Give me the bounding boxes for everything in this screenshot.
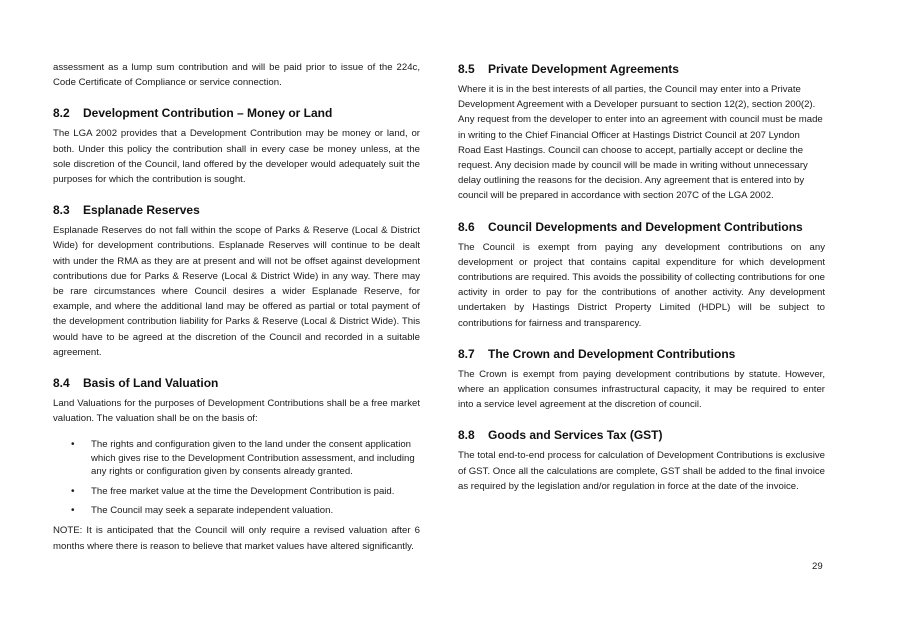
right-column — [458, 60, 825, 494]
section-title: Esplanade Reserves — [83, 203, 200, 218]
section-8-3-body: Esplanade Reserves do not fall within the scope of Parks & Reserve (Local & District Wide) for development contributions. Esplanade Reserves will continue to be dealt with under the RMA as they are at present and will not be offset against development contributions due for Parks & Reserve (Local & District Wide) in any way. There may be rare circumstances where Council desires a wider Esplanade Reserve, for example, and where the additional land may be offered as partial or total payment of the development contribution liability for Parks & Reserve (Local & District Wide). This would have to be agreed at the discretion of the Council and recorded in a suitable agreement. — [53, 225, 420, 358]
section-number: 8.4 — [53, 376, 70, 391]
section-number: 8.8 — [458, 428, 475, 443]
list-item-text: The free market value at the time the Development Contribution is paid. — [91, 485, 395, 497]
section-8-7-heading — [458, 346, 825, 362]
left-column — [53, 60, 420, 554]
section-number: 8.5 — [458, 62, 475, 76]
section-8-2-heading — [53, 105, 420, 121]
section-8-7-body: The Crown is exempt from paying development contributions by statute. However, where an application consumes infrastructural capacity, it may be required to enter into a service level agreement at the discretion of council. — [458, 368, 825, 411]
section-number: 8.2 — [53, 106, 70, 121]
section-8-4-body: Land Valuations for the purposes of Development Contributions shall be a free market valuation. The valuation shall be on the basis of: — [53, 398, 420, 425]
section-title: Development Contribution – Money or Land — [83, 106, 333, 121]
list-item-text: The rights and configuration given to the land under the consent application which gives rise to the Development Contribution assessment, and including any rights or configuration given by consents already granted. — [91, 439, 415, 478]
bullet-icon: • — [71, 505, 75, 517]
list-item-text: The Council may seek a separate independent valuation. — [91, 505, 334, 517]
bullet-icon: • — [71, 439, 75, 451]
section-8-6-body: The Council is exempt from paying any development contributions on any development or project that contains capital expenditure for which development contributions are required. This avoids the possibility of collecting contributions for one activity in order to pay for the contributions of another activity. Any development undertaken by Hastings District Property Limited (HDPL) will be subject to contributions for fairness and transparency. — [458, 241, 825, 329]
section-8-8-body: The total end-to-end process for calculation of Development Contributions is exclusive of GST. Once all the calculations are complete, GST shall be added to the final invoice as required by the legislation and/or regulation in force at the date of the invoice. — [458, 450, 825, 492]
section-title: Private Development Agreements — [488, 62, 679, 76]
section-number: 8.7 — [458, 346, 475, 361]
intro-paragraph: assessment as a lump sum contribution and will be paid prior to issue of the 224c, Code Certificate of Compliance or service connection. — [53, 62, 420, 89]
list-item — [53, 485, 420, 498]
section-title: The Crown and Development Contributions — [488, 346, 736, 361]
valuation-note: NOTE: It is anticipated that the Council will only require a revised valuation after 6 months where there is reason to believe that market values have altered significantly. — [53, 525, 420, 552]
list-item — [53, 438, 420, 478]
section-8-8-heading — [458, 427, 825, 443]
section-8-6-heading — [458, 219, 825, 235]
section-title: Basis of Land Valuation — [83, 376, 219, 391]
section-title: Council Developments and Development Contributions — [488, 219, 803, 234]
bullet-icon: • — [71, 485, 75, 497]
section-8-5-body: Where it is in the best interests of all parties, the Council may enter into a Private Development Agreement with a Developer pursuant to section 12(2), section 200(2). Any request from the developer to enter into an agreement with council must be made in writing to the Chief Financial Officer at Hastings District Council at 207 Lyndon Road East Hastings. Council can choose to accept, partially accept or decline the request. Any decision made by council will be made in writing without unnecessary delay outlining the reasons for the decision. Any agreement that is entered into by council will be prepared in accordance with section 207C of the LGA 2002. — [458, 84, 823, 202]
list-item — [53, 504, 420, 517]
valuation-bullet-list — [53, 438, 420, 517]
section-8-5-heading — [458, 61, 825, 77]
section-8-2-body: The LGA 2002 provides that a Development Contribution may be money or land, or both. Under this policy the contribution shall in every case be money unless, at the sole discretion of the Council, land offered by the developer would adequately suit the purposes for which the contribution is sought. — [53, 128, 420, 186]
page-number: 29 — [812, 561, 823, 572]
section-title: Goods and Services Tax (GST) — [488, 428, 663, 443]
section-number: 8.6 — [458, 219, 475, 234]
section-8-4-heading — [53, 375, 420, 391]
section-8-3-heading — [53, 202, 420, 218]
section-number: 8.3 — [53, 203, 70, 218]
